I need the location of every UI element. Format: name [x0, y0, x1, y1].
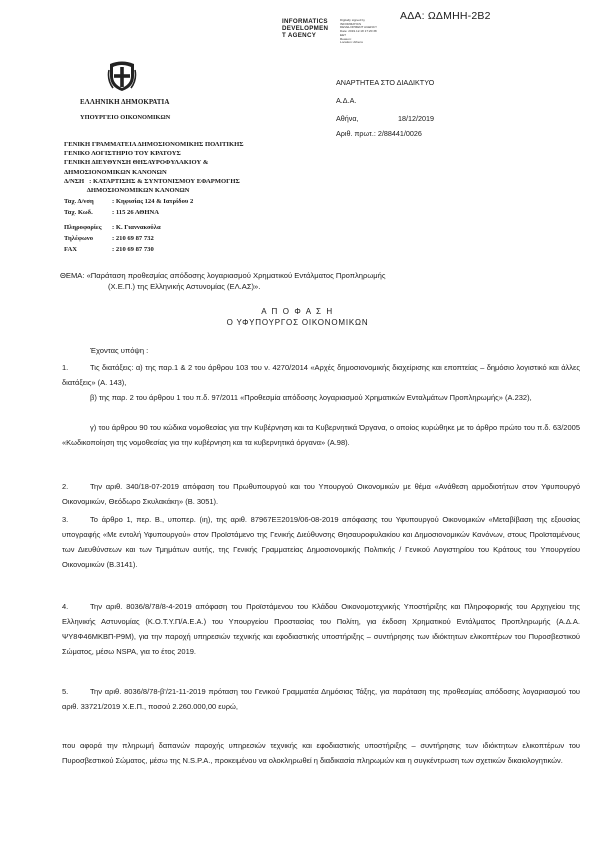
- signature-agency-line: T AGENCY: [282, 32, 317, 40]
- document-date: 18/12/2019: [398, 114, 434, 123]
- subject-line: (Χ.Ε.Π.) της Ελληνικής Αστυνομίας (ΕΛ.ΑΣ)».: [108, 281, 261, 291]
- paragraph-text: Την αριθ. 8036/8/78-β'/21-11-2019 πρόταση του Γενικού Γραμματέα Δημόσιας Τάξης, για παράταση της προθεσμίας απόδοσης λογαριασμού του αριθ. 33721/2019 Χ.Ε.Π., ποσού 2.260.000,00 ευρώ,: [62, 687, 580, 711]
- contact-value: : Κηφισίας 124 & Ιατρίδου 2: [112, 198, 194, 205]
- paragraph-3: [62, 512, 580, 572]
- contact-label: Ταχ. Κωδ.: [64, 209, 93, 216]
- signature-detail-line: Reason:: [340, 36, 352, 41]
- paragraph-5: [62, 684, 580, 714]
- paragraph-1c: [62, 420, 580, 450]
- paragraph-text: Το άρθρο 1, περ. Β., υποπερ. (ιη), της αριθ. 87967ΕΞ2019/06-08-2019 απόφασης του Υφυπουργού Οικονομικών «Μεταβίβαση της εξουσίας υπογραφής «Με εντολή Υφυπουργού» στον Προϊστάμενο της Γενικής Διεύθυνσης Θησαυροφυλακίου και Δημοσιονομικών Κανόνων, στους Προϊσταμένους των Διευθύνσεων και των Τμημάτων αυτής, της Γενικής Γραμματείας Δημοσιονομικής Πολιτικής / Γενικού Λογιστηρίου του Κράτους του Υπουργείου Οικονομικών (Β.3141).: [62, 515, 580, 569]
- paragraph-text: β) της παρ. 2 του άρθρου 1 του π.δ. 97/2011 «Προθεσμία απόδοσης λογαριασμού Χρηματικών Ενταλμάτων Προπληρωμής» (Α.232),: [90, 393, 532, 402]
- contact-information: [64, 224, 161, 231]
- paragraph-text: που αφορά την πληρωμή δαπανών παροχής υπηρεσιών τεχνικής και εφοδιαστικής υποστήριξης – συντήρησης των ιδιόκτητων ελικοπτέρων του Πυροσβεστικού Σώματος, μέσω της N.S.P.A., προκειμένου να ολοκληρωθεί η διαδικασία πληρωμών και η συγκέντρωση των σχετικών δικαιολογητικών.: [62, 741, 580, 765]
- paragraph-text: Την αριθ. 340/18-07-2019 απόφαση του Πρωθυπουργού και του Υπουργού Οικονομικών με θέμα «Ανάθεση αρμοδιοτήτων στον Υφυπουργό Οικονομικών, Θεόδωρο Σκυλακάκη» (Β. 3051).: [62, 482, 580, 506]
- paragraph-1b: [62, 390, 580, 405]
- signature-detail-line: DEVELOPMENT AGENCY: [340, 25, 378, 30]
- agency-line: ΓΕΝΙΚΗ ΓΡΑΜΜΑΤΕΙΑ ΔΗΜΟΣΙΟΝΟΜΙΚΗΣ ΠΟΛΙΤΙΚΗΣ: [64, 141, 244, 148]
- paragraph-number: 5.: [62, 687, 69, 696]
- having-regard-label: Έχοντας υπόψη :: [90, 346, 149, 355]
- contact-value: : 210 69 87 732: [112, 235, 154, 242]
- decision-title: Α Π Ο Φ Α Σ Η: [261, 307, 334, 316]
- ministry-label: ΥΠΟΥΡΓΕΙΟ ΟΙΚΟΝΟΜΙΚΩΝ: [80, 114, 171, 121]
- signature-agency-line: INFORMATICS: [282, 18, 328, 25]
- agency-line: ΔΗΜΟΣΙΟΝΟΜΙΚΩΝ ΚΑΝΟΝΩΝ: [64, 168, 167, 176]
- signature-detail-line: Digitally signed by: [340, 18, 365, 22]
- contact-value: : Κ. Γιαννακούλα: [112, 224, 161, 231]
- agency-line: ΔΗΜΟΣΙΟΝΟΜΙΚΩΝ ΚΑΝΟΝΩΝ: [64, 187, 190, 195]
- signature-details: [340, 19, 377, 45]
- paragraph-text: Την αριθ. 8036/8/78/8-4-2019 απόφαση του Προϊστάμενου του Κλάδου Οικονομοτεχνικής Υποστήριξης και Πληροφορικής του Αρχηγείου της Ελληνικής Αστυνομίας (Κ.Ο.Τ.Υ.Π/Α.Ε.Α.) του Υπουργείου Προστασίας του Πολίτη, για έκδοση Χρηματικού Εντάλματος Προπληρωμής (Α.Δ.Α. ΨΥ8Φ46ΜΚΒΠ-Ρ9Μ), για την παροχή υπηρεσιών τεχνικής και εφοδιαστικής υποστήριξης – συντήρησης των ιδιόκτητων ελικοπτέρων του Πυροσβεστικού Σώματος, μέσω NSPA, για το έτος 2019.: [62, 602, 580, 656]
- signature-detail-line: Date: 2019.12.18 17:20:38: [340, 29, 377, 34]
- contact-phone: [64, 235, 154, 242]
- contact-postal-code: [64, 209, 159, 216]
- signature-agency-name: [282, 18, 328, 40]
- contact-label: FAX: [64, 246, 78, 253]
- paragraph-number: 4.: [62, 602, 69, 611]
- ada-code: ΑΔΑ: ΩΔΜΗΗ-2Β2: [400, 10, 491, 22]
- protocol-number: Αριθ. πρωτ.: 2/88441/0026: [336, 129, 422, 138]
- contact-label: Πληροφορίες: [64, 224, 102, 231]
- agency-line: Δ/ΝΣΗ : ΚΑΤΑΡΤΙΣΗΣ & ΣΥΝΤΟΝΙΣΜΟΥ ΕΦΑΡΜΟΓΗΣ: [64, 177, 240, 185]
- paragraph-number: 2.: [62, 482, 69, 491]
- hellenic-republic-label: ΕΛΛΗΝΙΚΗ ΔΗΜΟΚΡΑΤΙΑ: [80, 98, 170, 106]
- paragraph-text: Τις διατάξεις: α) της παρ.1 & 2 του άρθρου 103 του ν. 4270/2014 «Αρχές δημοσιονομικής διαχείρισης και εποπτείας – δημόσιο λογιστικό και άλλες διατάξεις» (Α. 143),: [62, 363, 580, 387]
- contact-address: [64, 198, 193, 205]
- decision-subtitle: Ο ΥΦΥΠΟΥΡΓΟΣ ΟΙΚΟΝΟΜΙΚΩΝ: [226, 318, 369, 327]
- contact-value: : 115 26 ΑΘΗΝΑ: [112, 209, 160, 216]
- contact-value: : 210 69 87 730: [112, 246, 154, 253]
- paragraph-number: 3.: [62, 515, 69, 524]
- contact-fax: [64, 246, 154, 253]
- contact-label: Ταχ. Δ/νση: [64, 198, 94, 205]
- subject-line: ΘΕΜΑ: «Παράταση προθεσμίας απόδοσης λογαριασμού Χρηματικού Εντάλματος Προπληρωμής: [60, 271, 386, 280]
- posted-online-label: ΑΝΑΡΤΗΤΕΑ ΣΤΟ ΔΙΑΔΙΚΤΥΟ: [336, 78, 435, 87]
- paragraph-text: γ) του άρθρου 90 του κώδικα νομοθεσίας για την Κυβέρνηση και τα Κυβερνητικά Όργανα, ο οποίος κυρώθηκε με το άρθρο πρώτο του π.δ. 63/2005 «Κωδικοποίηση της νομοθεσίας για την κυβέρνηση και τα κυβερνητικά όργανα» (Α.98).: [62, 423, 580, 447]
- signature-detail-line: Location: Athens: [340, 40, 363, 45]
- paragraph-2: [62, 479, 580, 509]
- signature-agency-line: DEVELOPMEN: [282, 25, 329, 33]
- signature-detail-line: EET: [340, 32, 347, 37]
- agency-line: ΓΕΝΙΚΟ ΛΟΓΙΣΤΗΡΙΟ ΤΟΥ ΚΡΑΤΟΥΣ: [64, 150, 181, 158]
- agency-line: ΓΕΝΙΚΗ ΔΙΕΥΘΥΝΣΗ ΘΗΣΑΥΡΟΦΥΛΑΚΙΟΥ &: [64, 159, 209, 167]
- contact-label: Τηλέφωνο: [64, 235, 94, 242]
- paragraph-1: [62, 360, 580, 390]
- paragraph-4: [62, 599, 580, 659]
- signature-detail-line: INFORMATICS: [340, 21, 362, 26]
- coat-of-arms-icon: [107, 60, 137, 92]
- place-label: Αθήνα,: [336, 114, 359, 123]
- agency-block: [64, 140, 244, 195]
- subject: [60, 271, 580, 292]
- ada-label: Α.Δ.Α.: [336, 96, 357, 105]
- paragraph-5-continued: [62, 738, 580, 768]
- paragraph-number: 1.: [62, 363, 69, 372]
